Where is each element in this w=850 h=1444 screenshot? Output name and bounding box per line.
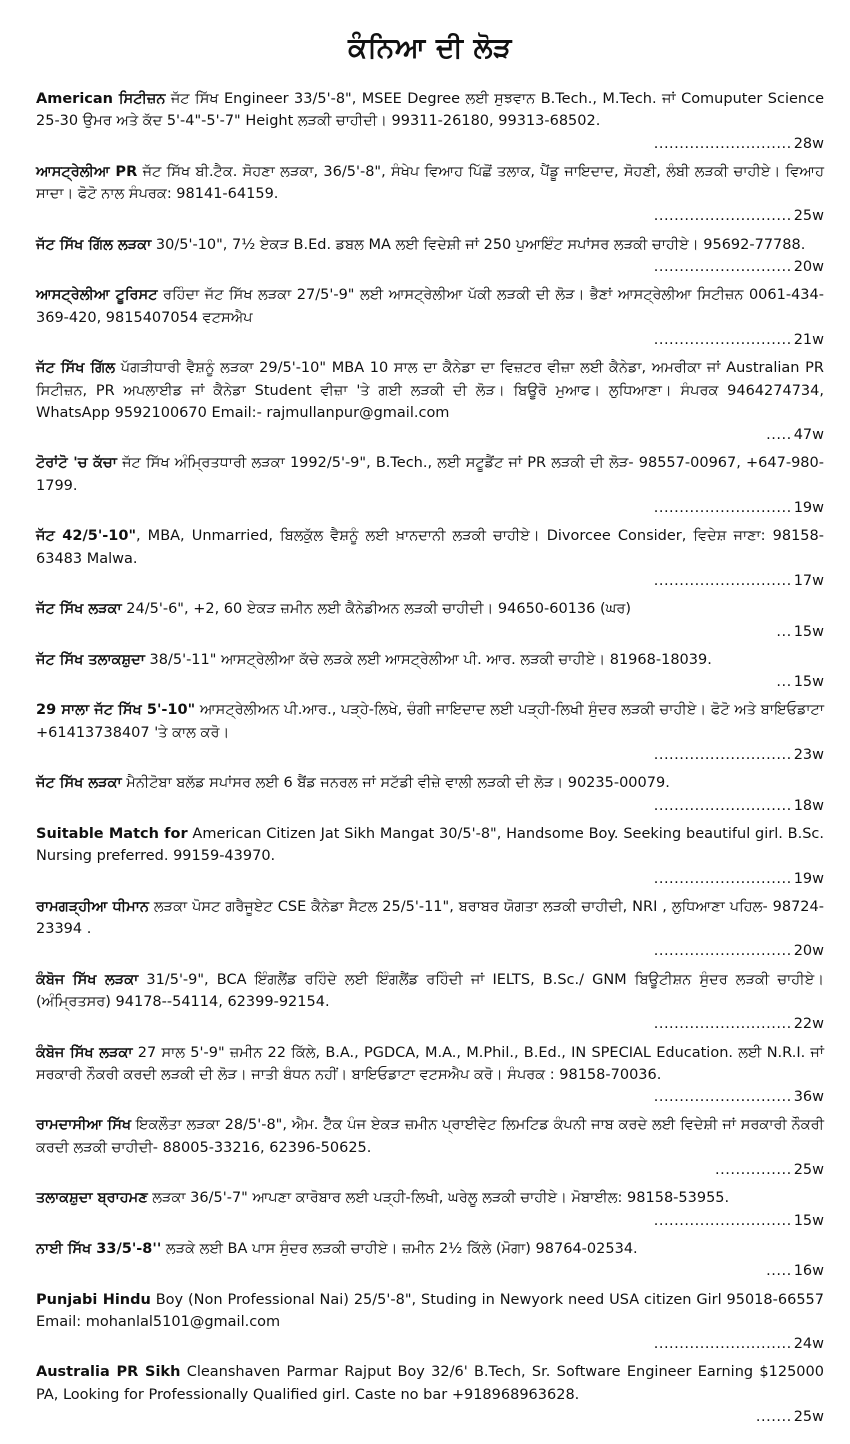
ad-code: 36w bbox=[793, 1089, 824, 1106]
ad-code-line bbox=[36, 570, 824, 592]
ad-leader-dots: ............... bbox=[715, 1162, 792, 1179]
classified-ad bbox=[36, 284, 824, 351]
ad-text: ਪੱਗੜੀਧਾਰੀ ਵੈਸ਼ਨੂੰ ਲੜਕਾ 29/5'-10" MBA 10 ਸਾਲ ਦਾ ਕੈਨੇਡਾ ਦਾ ਵਿਜ਼ਟਰ ਵੀਜ਼ਾ ਲਈ ਕੈਨੇਡਾ, ਅਮਰੀਕਾ ਜਾਂ Australian PR ਸਿਟੀਜ਼ਨ, PR ਅਪਲਾਈਡ ਜਾਂ ਕੈਨੇਡਾ Student ਵੀਜ਼ਾ 'ਤੇ ਗਈ ਲੜਕੀ ਦੀ ਲੋੜ। ਬਿਊਰੋ ਮੁਆਫ। ਲੁਧਿਆਣਾ। ਸੰਪਰਕ 9464274734, WhatsApp 9592100670 Email:- rajmullanpur@gmail.com bbox=[36, 360, 824, 421]
ad-text: ਰਹਿੰਦਾ ਜੱਟ ਸਿੱਖ ਲੜਕਾ 27/5'-9" ਲਈ ਆਸਟ੍ਰੇਲੀਆ ਪੱਕੀ ਲੜਕੀ ਦੀ ਲੋੜ। ਭੈਣਾਂ ਆਸਟ੍ਰੇਲੀਆ ਸਿਟੀਜ਼ਨ 0061-434-369-420, 9815407054 ਵਟਸਐਪ bbox=[36, 287, 824, 326]
ad-leader-dots: ........................... bbox=[653, 1212, 792, 1229]
classified-ad bbox=[36, 1187, 824, 1232]
ad-leader-dots: ........................... bbox=[653, 1089, 792, 1106]
ad-code: 23w bbox=[793, 747, 824, 764]
classified-ad bbox=[36, 161, 824, 228]
ad-code-line bbox=[36, 205, 824, 227]
ad-code: 17w bbox=[793, 572, 824, 589]
ad-text: ਜੱਟ ਸਿੱਖ ਅੰਮ੍ਰਿਤਧਾਰੀ ਲੜਕਾ 1992/5'-9", B.Tech., ਲਈ ਸਟੂਡੈਂਟ ਜਾਂ PR ਲੜਕੀ ਦੀ ਲੋੜ- 98557-00967, +647-980-1799. bbox=[36, 455, 824, 494]
classified-ad bbox=[36, 1238, 824, 1283]
ad-code: 47w bbox=[793, 427, 824, 444]
ad-leader-dots: ........................... bbox=[653, 870, 792, 887]
ad-leader-dots: ..... bbox=[766, 427, 792, 444]
classified-ad bbox=[36, 823, 824, 890]
ad-code-line bbox=[36, 497, 824, 519]
page-title: ਕੰਨਿਆ ਦੀ ਲੋੜ bbox=[348, 31, 512, 64]
classified-ad bbox=[36, 699, 824, 766]
ad-code: 25w bbox=[793, 1162, 824, 1179]
ad-leader-dots: ..... bbox=[766, 1263, 792, 1280]
ad-code: 15w bbox=[793, 674, 824, 691]
ad-heading: ਰਾਮਗੜ੍ਹੀਆ ਧੀਮਾਨ bbox=[36, 898, 149, 915]
ad-code-line bbox=[36, 329, 824, 351]
ad-text: Cleanshaven Parmar Rajput Boy 32/6' B.Tech, Sr. Software Engineer Earning $125000 PA, Looking for Professionally Qualified girl. Caste no bar +918968963628. bbox=[36, 1364, 824, 1403]
ad-leader-dots: ........................... bbox=[653, 135, 792, 152]
ad-leader-dots: ........................... bbox=[653, 331, 792, 348]
ad-text: ਮੈਨੀਟੋਬਾ ਬਲੱਡ ਸਪਾਂਸਰ ਲਈ 6 ਬੈਂਡ ਜਨਰਲ ਜਾਂ ਸਟੱਡੀ ਵੀਜ਼ੇ ਵਾਲੀ ਲੜਕੀ ਦੀ ਲੋੜ। 90235-00079. bbox=[121, 775, 670, 792]
ad-text: 31/5'-9", BCA ਇੰਗਲੈਂਡ ਰਹਿੰਦੇ ਲਈ ਇੰਗਲੈਂਡ ਰਹਿੰਦੀ ਜਾਂ IELTS, B.Sc./ GNM ਬਿਊਟੀਸ਼ਨ ਸੁੰਦਰ ਲੜਕੀ ਚਾਹੀਏ। (ਅੰਮ੍ਰਿਤਸਰ) 94178--54114, 62399-92154. bbox=[36, 971, 824, 1010]
ad-heading: American ਸਿਟੀਜ਼ਨ bbox=[36, 91, 166, 107]
classified-ad bbox=[36, 969, 824, 1036]
ads-list bbox=[36, 88, 824, 1428]
ad-code-line bbox=[36, 1333, 824, 1355]
ad-heading: ਟੋਰਾਂਟੋ 'ਚ ਕੱਚਾ bbox=[36, 455, 117, 472]
ad-heading: ਤਲਾਕਸ਼ੁਦਾ ਬ੍ਰਾਹਮਣ bbox=[36, 1190, 148, 1207]
classified-ad bbox=[36, 598, 824, 643]
ad-text: ਆਸਟ੍ਰੇਲੀਅਨ ਪੀ.ਆਰ., ਪੜ੍ਹੇ-ਲਿਖੇ, ਚੰਗੀ ਜਾਇਦਾਦ ਲਈ ਪੜ੍ਹੀ-ਲਿਖੀ ਸੁੰਦਰ ਲੜਕੀ ਚਾਹੀਏ। ਫੋਟੋ ਅਤੇ ਬਾਇਓਡਾਟਾ +61413738407 'ਤੇ ਕਾਲ ਕਰੋ। bbox=[36, 702, 824, 741]
ad-heading: ਜੱਟ ਸਿੱਖ ਗਿੱਲ ਲੜਕਾ bbox=[36, 236, 152, 253]
classified-ad bbox=[36, 649, 824, 694]
ad-heading: ਆਸਟ੍ਰੇਲੀਆ PR bbox=[36, 163, 138, 180]
ad-code-line bbox=[36, 256, 824, 278]
ad-code-line bbox=[36, 1086, 824, 1108]
ad-text: 38/5'-11" ਆਸਟ੍ਰੇਲੀਆ ਕੱਚੇ ਲੜਕੇ ਲਈ ਆਸਟ੍ਰੇਲੀਆ ਪੀ. ਆਰ. ਲੜਕੀ ਚਾਹੀਏ। 81968-18039. bbox=[144, 651, 712, 668]
ad-leader-dots: ........................... bbox=[653, 572, 792, 589]
ad-code: 15w bbox=[793, 1212, 824, 1229]
ad-heading: ਜੱਟ ਸਿੱਖ ਲੜਕਾ bbox=[36, 601, 122, 618]
ad-code-line bbox=[36, 621, 824, 643]
ad-text: ਜੱਟ ਸਿੱਖ Engineer 33/5'-8", MSEE Degree ਲਈ ਸੁਝਵਾਨ B.Tech., M.Tech. ਜਾਂ Comuputer Science 25-30 ਉਮਰ ਅਤੇ ਕੱਦ 5'-4"-5'-7" Height ਲੜਕੀ ਚਾਹੀਦੀ। 99311-26180, 99313-68502. bbox=[36, 91, 824, 130]
ad-text: ਲੜਕਾ ਪੋਸਟ ਗਰੈਜੂਏਟ CSE ਕੈਨੇਡਾ ਸੈਟਲ 25/5'-11", ਬਰਾਬਰ ਯੋਗਤਾ ਲੜਕੀ ਚਾਹੀਦੀ, NRI , ਲੁਧਿਆਣਾ ਪਹਿਲ- 98724-23394 . bbox=[36, 898, 824, 938]
ad-code: 18w bbox=[793, 797, 824, 814]
classified-ad bbox=[36, 772, 824, 817]
classified-ad bbox=[36, 88, 824, 155]
ad-heading: ਰਾਮਦਾਸੀਆ ਸਿੱਖ bbox=[36, 1117, 132, 1134]
ad-text: ਜੱਟ ਸਿੱਖ ਬੀ.ਟੈਕ. ਸੋਹਣਾ ਲੜਕਾ, 36/5'-8", ਸੰਖੇਪ ਵਿਆਹ ਪਿੱਛੋਂ ਤਲਾਕ, ਪੈਂਡੂ ਜਾਇਦਾਦ, ਸੋਹਣੀ, ਲੰਬੀ ਲੜਕੀ ਚਾਹੀਏ। ਵਿਆਹ ਸਾਦਾ। ਫੋਟੋ ਨਾਲ ਸੰਪਰਕ: 98141-64159. bbox=[36, 163, 824, 203]
ad-leader-dots: ........................... bbox=[653, 1336, 792, 1353]
classified-ad bbox=[36, 357, 824, 446]
ad-code-line bbox=[36, 868, 824, 890]
ad-heading: ਆਸਟ੍ਰੇਲੀਆ ਟੂਰਿਸਟ bbox=[36, 287, 158, 304]
ad-leader-dots: ... bbox=[776, 674, 792, 691]
ad-leader-dots: ........................... bbox=[653, 747, 792, 764]
ad-leader-dots: ........................... bbox=[653, 500, 792, 517]
ad-code-line bbox=[36, 1210, 824, 1232]
ad-leader-dots: ........................... bbox=[653, 943, 792, 960]
classified-ad bbox=[36, 896, 824, 963]
classified-ad bbox=[36, 1289, 824, 1356]
ad-heading: ਜੱਟ ਸਿੱਖ ਲੜਕਾ bbox=[36, 775, 122, 792]
ad-leader-dots: ....... bbox=[755, 1409, 792, 1426]
ad-heading: ਕੰਬੋਜ ਸਿੱਖ ਲੜਕਾ bbox=[36, 971, 139, 988]
ad-code: 21w bbox=[793, 331, 824, 348]
classified-ad bbox=[36, 452, 824, 519]
ad-text: 27 ਸਾਲ 5'-9" ਜ਼ਮੀਨ 22 ਕਿੱਲੇ, B.A., PGDCA, M.A., M.Phil., B.Ed., IN SPECIAL Education. ਲਈ N.R.I. ਜਾਂ ਸਰਕਾਰੀ ਨੌਕਰੀ ਕਰਦੀ ਲੜਕੀ ਦੀ ਲੋੜ। ਜਾਤੀ ਬੰਧਨ ਨਹੀਂ। ਬਾਇਓਡਾਟਾ ਵਟਸਐਪ ਕਰੋ। ਸੰਪਰਕ : 98158-70036. bbox=[36, 1044, 825, 1083]
ad-heading: ਕੰਬੋਜ ਸਿੱਖ ਲੜਕਾ bbox=[36, 1044, 133, 1061]
ad-code-line bbox=[36, 795, 824, 817]
classified-ad bbox=[36, 234, 824, 279]
ad-text: 30/5'-10", 7½ ਏਕੜ B.Ed. ਡਬਲ MA ਲਈ ਵਿਦੇਸ਼ੀ ਜਾਂ 250 ਪੁਆਇੰਟ ਸਪਾਂਸਰ ਲੜਕੀ ਚਾਹੀਏ। 95692-77788. bbox=[151, 236, 806, 253]
ad-code-line bbox=[36, 940, 824, 962]
ad-heading: ਜੱਟ ਸਿੱਖ ਤਲਾਕਸ਼ੁਦਾ bbox=[36, 651, 145, 668]
ad-heading: Punjabi Hindu bbox=[36, 1291, 151, 1308]
ad-text: ਲੜਕਾ 36/5'-7" ਆਪਣਾ ਕਾਰੋਬਾਰ ਲਈ ਪੜ੍ਹੀ-ਲਿਖੀ, ਘਰੇਲੂ ਲੜਕੀ ਚਾਹੀਏ। ਮੋਬਾਈਲ: 98158-53955. bbox=[147, 1190, 730, 1207]
ad-code-line bbox=[36, 1406, 824, 1428]
ad-text: American Citizen Jat Sikh Mangat 30/5'-8", Handsome Boy. Seeking beautiful girl. B.Sc. Nursing preferred. 99159-43970. bbox=[36, 825, 824, 865]
ad-code: 28w bbox=[793, 135, 824, 152]
ad-leader-dots: ........................... bbox=[653, 259, 792, 276]
ad-code: 25w bbox=[793, 1409, 824, 1426]
ad-leader-dots: ........................... bbox=[653, 208, 792, 225]
ad-code: 16w bbox=[793, 1263, 824, 1280]
ad-heading: ਜੱਟ 42/5'-10" bbox=[36, 528, 137, 545]
ad-heading: Suitable Match for bbox=[36, 825, 188, 842]
ad-code: 25w bbox=[793, 208, 824, 225]
ad-heading: ਜੱਟ ਸਿੱਖ ਗਿੱਲ bbox=[36, 360, 116, 377]
ad-code-line bbox=[36, 1013, 824, 1035]
ad-heading: ਨਾਈ ਸਿੱਖ 33/5'-8'' bbox=[36, 1240, 162, 1257]
ad-code-line bbox=[36, 671, 824, 693]
ad-heading: Australia PR Sikh bbox=[36, 1364, 181, 1381]
ad-code: 15w bbox=[793, 623, 824, 640]
ad-code-line bbox=[36, 1260, 824, 1282]
ad-code: 20w bbox=[793, 259, 824, 276]
ad-code: 24w bbox=[793, 1336, 824, 1353]
ad-code: 22w bbox=[793, 1016, 824, 1033]
classified-ad bbox=[36, 525, 824, 592]
ad-text: ਲੜਕੇ ਲਈ BA ਪਾਸ ਸੁੰਦਰ ਲੜਕੀ ਚਾਹੀਏ। ਜ਼ਮੀਨ 2½ ਕਿੱਲੇ (ਮੋਗਾ) 98764-02534. bbox=[161, 1240, 638, 1257]
ad-code-line bbox=[36, 1159, 824, 1181]
ad-leader-dots: ... bbox=[776, 623, 792, 640]
classified-ad bbox=[36, 1361, 824, 1428]
ad-leader-dots: ........................... bbox=[653, 797, 792, 814]
ad-text: 24/5'-6", +2, 60 ਏਕੜ ਜ਼ਮੀਨ ਲਈ ਕੈਨੇਡੀਅਨ ਲੜਕੀ ਚਾਹੀਦੀ। 94650-60136 (ਘਰ) bbox=[121, 601, 632, 618]
ad-leader-dots: ........................... bbox=[653, 1016, 792, 1033]
classified-ad bbox=[36, 1114, 824, 1181]
ad-code-line bbox=[36, 744, 824, 766]
ad-code-line bbox=[36, 133, 824, 155]
ad-heading: 29 ਸਾਲਾ ਜੱਟ ਸਿੱਖ 5'-10" bbox=[36, 702, 196, 719]
ad-code: 19w bbox=[793, 870, 824, 887]
classified-ad bbox=[36, 1042, 824, 1109]
ad-code-line bbox=[36, 424, 824, 446]
ad-text: , MBA, Unmarried, ਬਿਲਕੁੱਲ ਵੈਸ਼ਨੂੰ ਲਈ ਖ਼ਾਨਦਾਨੀ ਲੜਕੀ ਚਾਹੀਏ। Divorcee Consider, ਵਿਦੇਸ਼ ਜਾਣਾ: 98158-63483 Malwa. bbox=[36, 528, 824, 567]
ad-code: 19w bbox=[793, 500, 824, 517]
ad-text: ਇਕਲੌਤਾ ਲੜਕਾ 28/5'-8", ਐਮ. ਟੈੱਕ ਪੰਜ ਏਕੜ ਜ਼ਮੀਨ ਪ੍ਰਾਈਵੇਟ ਲਿਮਟਿਡ ਕੰਪਨੀ ਜਾਬ ਕਰਦੇ ਲਈ ਵਿਦੇਸ਼ੀ ਜਾਂ ਸਰਕਾਰੀ ਨੌਕਰੀ ਕਰਦੀ ਲੜਕੀ ਚਾਹੀਦੀ- 88005-33216, 62396-50625. bbox=[36, 1117, 824, 1156]
ad-text: Boy (Non Professional Nai) 25/5'-8", Studing in Newyork need USA citizen Girl 95018-66557 Email: mohanlal5101@gmail.com bbox=[36, 1291, 824, 1330]
ad-code: 20w bbox=[793, 943, 824, 960]
